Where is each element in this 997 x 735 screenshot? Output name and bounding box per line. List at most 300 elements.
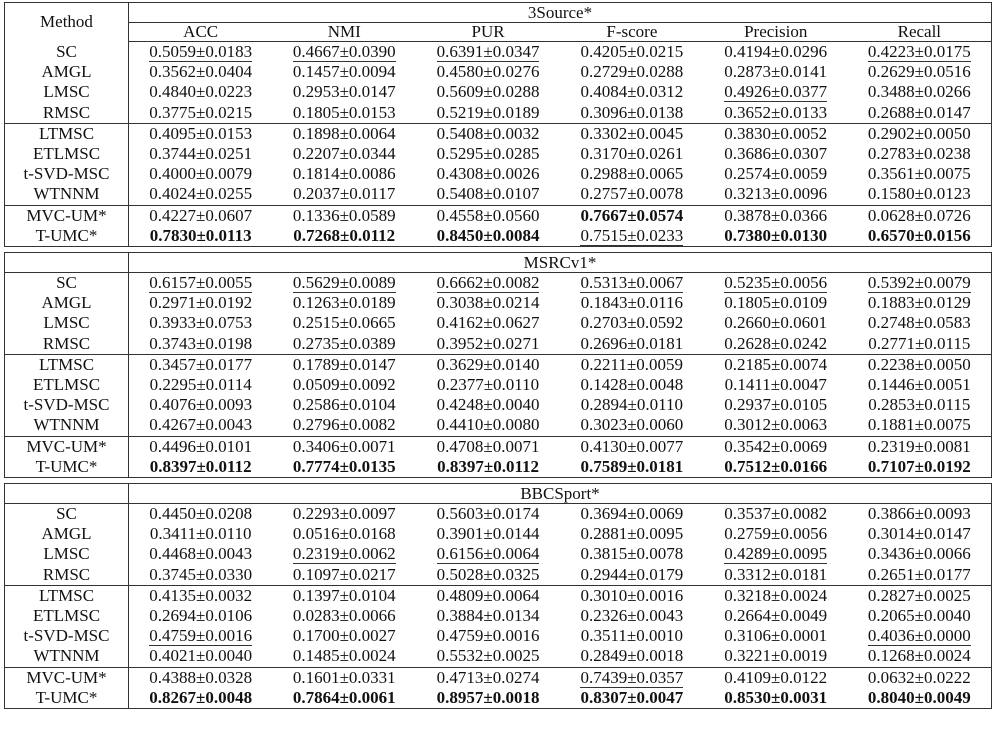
metric-cell bbox=[416, 82, 560, 102]
method-name: ETLMSC bbox=[5, 144, 129, 164]
metric-value: 0.2065±0.0040 bbox=[867, 606, 971, 626]
metric-value: 0.3023±0.0060 bbox=[580, 415, 684, 435]
metric-value: 0.3694±0.0069 bbox=[580, 504, 684, 524]
metric-cell bbox=[129, 667, 273, 688]
metric-cell bbox=[560, 313, 704, 333]
metric-value: 0.8397±0.0112 bbox=[149, 456, 252, 476]
metric-cell bbox=[704, 313, 848, 333]
metric-cell bbox=[129, 375, 273, 395]
metric-cell bbox=[560, 436, 704, 457]
metric-cell bbox=[129, 436, 273, 457]
metric-cell bbox=[848, 585, 992, 606]
table-row bbox=[5, 144, 992, 164]
metric-cell bbox=[416, 524, 560, 544]
method-name: WTNNM bbox=[5, 415, 129, 436]
metric-value: 0.3170±0.0261 bbox=[580, 144, 684, 164]
metric-value: 0.4713±0.0274 bbox=[436, 667, 540, 687]
metric-value: 0.2735±0.0389 bbox=[292, 333, 396, 353]
metric-value: 0.3884±0.0134 bbox=[436, 606, 540, 626]
metric-cell bbox=[272, 415, 416, 436]
metric-cell bbox=[560, 42, 704, 63]
metric-value: 0.1814±0.0086 bbox=[292, 164, 396, 184]
metric-cell bbox=[129, 226, 273, 247]
metric-value: 0.2319±0.0062 bbox=[292, 544, 396, 564]
metric-cell bbox=[129, 144, 273, 164]
metric-cell bbox=[704, 395, 848, 415]
metric-value: 0.2326±0.0043 bbox=[580, 606, 684, 626]
table-row bbox=[5, 103, 992, 124]
metric-value: 0.4580±0.0276 bbox=[436, 62, 540, 82]
metric-value: 0.2796±0.0082 bbox=[292, 415, 396, 435]
metric-value: 0.8957±0.0018 bbox=[436, 687, 540, 707]
metric-value: 0.2771±0.0115 bbox=[868, 333, 971, 353]
metric-cell bbox=[272, 606, 416, 626]
metric-value: 0.2185±0.0074 bbox=[724, 354, 828, 374]
metric-value: 0.5603±0.0174 bbox=[436, 504, 540, 524]
method-name: RMSC bbox=[5, 103, 129, 124]
metric-cell bbox=[416, 354, 560, 375]
metric-cell bbox=[129, 688, 273, 709]
metric-cell bbox=[848, 184, 992, 205]
metric-cell bbox=[560, 646, 704, 667]
metric-value: 0.2207±0.0344 bbox=[292, 144, 396, 164]
metric-value: 0.8307±0.0047 bbox=[580, 687, 684, 707]
method-name: LTMSC bbox=[5, 354, 129, 375]
metric-cell bbox=[704, 103, 848, 124]
metric-cell bbox=[704, 436, 848, 457]
metric-value: 0.5408±0.0107 bbox=[436, 184, 540, 204]
metric-value: 0.4558±0.0560 bbox=[436, 205, 540, 225]
metric-cell bbox=[848, 42, 992, 63]
metric-value: 0.4223±0.0175 bbox=[867, 42, 971, 61]
metric-value: 0.4759±0.0016 bbox=[149, 626, 253, 646]
metric-cell bbox=[560, 585, 704, 606]
metric-value: 0.5532±0.0025 bbox=[436, 646, 540, 666]
metric-cell bbox=[560, 457, 704, 478]
metric-cell bbox=[848, 436, 992, 457]
metric-value: 0.5629±0.0089 bbox=[292, 273, 396, 293]
metric-cell bbox=[272, 626, 416, 646]
metric-cell bbox=[416, 415, 560, 436]
metric-cell bbox=[416, 226, 560, 247]
metric-cell bbox=[704, 544, 848, 564]
metric-value: 0.4084±0.0312 bbox=[580, 82, 684, 102]
table-row bbox=[5, 688, 992, 709]
metric-cell bbox=[272, 42, 416, 63]
metric-cell bbox=[416, 184, 560, 205]
metric-value: 0.4809±0.0064 bbox=[436, 585, 540, 605]
metric-value: 0.3866±0.0093 bbox=[867, 504, 971, 524]
metric-cell bbox=[129, 164, 273, 184]
metric-value: 0.2881±0.0095 bbox=[580, 524, 684, 544]
metric-value: 0.2629±0.0516 bbox=[867, 62, 971, 82]
metric-value: 0.3010±0.0016 bbox=[580, 585, 684, 605]
method-name: WTNNM bbox=[5, 646, 129, 667]
table-row bbox=[5, 62, 992, 82]
metric-cell bbox=[129, 524, 273, 544]
metric-cell bbox=[129, 273, 273, 293]
metric-value: 0.3406±0.0071 bbox=[292, 436, 396, 456]
metric-cell bbox=[129, 82, 273, 102]
metric-value: 0.4496±0.0101 bbox=[149, 436, 253, 456]
table-row bbox=[5, 42, 992, 63]
metric-cell bbox=[704, 226, 848, 247]
column-header-nmi: NMI bbox=[272, 23, 416, 42]
method-name: SC bbox=[5, 42, 129, 63]
table-row bbox=[5, 313, 992, 333]
metric-cell bbox=[704, 667, 848, 688]
metric-value: 0.3815±0.0078 bbox=[580, 544, 684, 564]
metric-cell bbox=[129, 205, 273, 226]
metric-cell bbox=[560, 293, 704, 313]
metric-cell bbox=[704, 334, 848, 355]
metric-value: 0.1097±0.0217 bbox=[292, 564, 396, 584]
metric-value: 0.3218±0.0024 bbox=[724, 585, 828, 605]
metric-cell bbox=[272, 62, 416, 82]
metric-cell bbox=[848, 313, 992, 333]
metric-value: 0.3561±0.0075 bbox=[867, 164, 971, 184]
metric-value: 0.7515±0.0233 bbox=[580, 225, 684, 245]
metric-value: 0.3686±0.0307 bbox=[724, 144, 828, 164]
metric-cell bbox=[416, 565, 560, 586]
method-name: ETLMSC bbox=[5, 375, 129, 395]
metric-value: 0.3744±0.0251 bbox=[149, 144, 253, 164]
dataset-header-row bbox=[5, 484, 992, 504]
metric-value: 0.5408±0.0032 bbox=[436, 123, 540, 143]
metric-value: 0.1428±0.0048 bbox=[580, 375, 684, 395]
metric-cell bbox=[129, 504, 273, 524]
metric-value: 0.8397±0.0112 bbox=[437, 456, 540, 476]
metric-value: 0.3652±0.0133 bbox=[724, 102, 828, 122]
results-table-3source bbox=[4, 2, 992, 247]
metric-value: 0.6157±0.0055 bbox=[149, 273, 253, 293]
metric-cell bbox=[129, 544, 273, 564]
method-name: T-UMC* bbox=[5, 226, 129, 247]
method-name: T-UMC* bbox=[5, 457, 129, 478]
metric-cell bbox=[272, 565, 416, 586]
metric-value: 0.3542±0.0069 bbox=[724, 436, 828, 456]
metric-cell bbox=[560, 123, 704, 144]
metric-cell bbox=[848, 164, 992, 184]
metric-cell bbox=[129, 565, 273, 586]
metric-cell bbox=[704, 42, 848, 63]
metric-cell bbox=[416, 273, 560, 293]
metric-value: 0.4135±0.0032 bbox=[149, 585, 253, 605]
metric-cell bbox=[272, 436, 416, 457]
table-row bbox=[5, 354, 992, 375]
metric-cell bbox=[272, 585, 416, 606]
metric-cell bbox=[560, 544, 704, 564]
method-name: t-SVD-MSC bbox=[5, 395, 129, 415]
table-row bbox=[5, 544, 992, 564]
metric-cell bbox=[416, 42, 560, 63]
column-header-recall: Recall bbox=[848, 23, 992, 42]
metric-value: 0.0628±0.0726 bbox=[867, 205, 971, 225]
metric-value: 0.2211±0.0059 bbox=[580, 354, 683, 374]
table-row bbox=[5, 436, 992, 457]
metric-value: 0.2377±0.0110 bbox=[436, 375, 540, 395]
column-header-acc: ACC bbox=[129, 23, 273, 42]
table-row bbox=[5, 164, 992, 184]
metric-cell bbox=[272, 375, 416, 395]
metric-value: 0.4926±0.0377 bbox=[724, 82, 828, 102]
metric-cell bbox=[704, 565, 848, 586]
metric-value: 0.2953±0.0147 bbox=[292, 82, 396, 102]
metric-value: 0.4162±0.0627 bbox=[436, 313, 540, 333]
metric-value: 0.7380±0.0130 bbox=[724, 225, 828, 245]
metric-cell bbox=[704, 415, 848, 436]
metric-value: 0.3038±0.0214 bbox=[436, 293, 540, 313]
metric-cell bbox=[416, 667, 560, 688]
metric-value: 0.4708±0.0071 bbox=[436, 436, 540, 456]
method-name: SC bbox=[5, 504, 129, 524]
metric-cell bbox=[416, 313, 560, 333]
metric-value: 0.3221±0.0019 bbox=[724, 646, 828, 666]
method-name: WTNNM bbox=[5, 184, 129, 205]
metric-value: 0.2759±0.0056 bbox=[724, 524, 828, 544]
table-row bbox=[5, 667, 992, 688]
metric-cell bbox=[272, 82, 416, 102]
metric-cell bbox=[272, 123, 416, 144]
metric-value: 0.8450±0.0084 bbox=[436, 225, 540, 245]
table-row bbox=[5, 226, 992, 247]
metric-value: 0.2574±0.0059 bbox=[724, 164, 828, 184]
metric-cell bbox=[848, 606, 992, 626]
dataset-name: BBCSport* bbox=[129, 484, 992, 504]
metric-value: 0.3213±0.0096 bbox=[724, 184, 828, 204]
table-row bbox=[5, 524, 992, 544]
metric-value: 0.2586±0.0104 bbox=[292, 395, 396, 415]
table-row bbox=[5, 626, 992, 646]
metric-value: 0.0632±0.0222 bbox=[867, 667, 971, 687]
metric-value: 0.4024±0.0255 bbox=[149, 184, 253, 204]
metric-cell bbox=[848, 457, 992, 478]
metric-cell bbox=[848, 123, 992, 144]
metric-cell bbox=[272, 205, 416, 226]
metric-value: 0.7864±0.0061 bbox=[292, 687, 396, 707]
metric-cell bbox=[272, 524, 416, 544]
metric-cell bbox=[129, 395, 273, 415]
metric-value: 0.4388±0.0328 bbox=[149, 667, 253, 687]
metric-value: 0.2651±0.0177 bbox=[867, 564, 971, 584]
metric-cell bbox=[560, 82, 704, 102]
metric-value: 0.5609±0.0288 bbox=[436, 82, 540, 102]
metric-cell bbox=[848, 293, 992, 313]
metric-value: 0.1881±0.0075 bbox=[867, 415, 971, 435]
metric-value: 0.3014±0.0147 bbox=[867, 524, 971, 544]
metric-value: 0.2937±0.0105 bbox=[724, 395, 828, 415]
metric-cell bbox=[129, 103, 273, 124]
metric-cell bbox=[129, 354, 273, 375]
table-row bbox=[5, 606, 992, 626]
metric-value: 0.8530±0.0031 bbox=[724, 687, 828, 707]
column-header-row bbox=[5, 23, 992, 42]
metric-cell bbox=[560, 667, 704, 688]
metric-cell bbox=[560, 164, 704, 184]
table-row bbox=[5, 334, 992, 355]
metric-cell bbox=[704, 273, 848, 293]
metric-value: 0.2902±0.0050 bbox=[867, 123, 971, 143]
method-name: T-UMC* bbox=[5, 688, 129, 709]
metric-cell bbox=[560, 524, 704, 544]
metric-cell bbox=[416, 688, 560, 709]
metric-value: 0.2873±0.0141 bbox=[724, 62, 828, 82]
metric-cell bbox=[272, 103, 416, 124]
metric-cell bbox=[704, 123, 848, 144]
metric-cell bbox=[848, 415, 992, 436]
metric-value: 0.8267±0.0048 bbox=[149, 687, 253, 707]
metric-value: 0.1898±0.0064 bbox=[292, 123, 396, 143]
method-name: ETLMSC bbox=[5, 606, 129, 626]
metric-cell bbox=[272, 646, 416, 667]
metric-value: 0.4205±0.0215 bbox=[580, 42, 684, 61]
metric-value: 0.5392±0.0079 bbox=[867, 273, 971, 293]
method-name: AMGL bbox=[5, 524, 129, 544]
metric-cell bbox=[272, 544, 416, 564]
metric-cell bbox=[704, 164, 848, 184]
metric-cell bbox=[560, 205, 704, 226]
metric-cell bbox=[272, 144, 416, 164]
metric-cell bbox=[704, 293, 848, 313]
method-name: RMSC bbox=[5, 565, 129, 586]
metric-cell bbox=[416, 395, 560, 415]
table-row bbox=[5, 123, 992, 144]
metric-cell bbox=[416, 205, 560, 226]
metric-value: 0.1268±0.0024 bbox=[867, 646, 971, 666]
metric-value: 0.3012±0.0063 bbox=[724, 415, 828, 435]
metric-value: 0.2853±0.0115 bbox=[868, 395, 971, 415]
metric-cell bbox=[272, 504, 416, 524]
metric-cell bbox=[848, 205, 992, 226]
metric-value: 0.7667±0.0574 bbox=[580, 205, 684, 225]
metric-cell bbox=[704, 62, 848, 82]
metric-cell bbox=[272, 273, 416, 293]
metric-value: 0.4076±0.0093 bbox=[149, 395, 253, 415]
metric-cell bbox=[704, 82, 848, 102]
metric-value: 0.6662±0.0082 bbox=[436, 273, 540, 293]
metric-value: 0.2037±0.0117 bbox=[293, 184, 396, 204]
metric-value: 0.2295±0.0114 bbox=[149, 375, 252, 395]
metric-value: 0.2703±0.0592 bbox=[580, 313, 684, 333]
table-row bbox=[5, 375, 992, 395]
metric-value: 0.7830±0.0113 bbox=[149, 225, 252, 245]
metric-cell bbox=[704, 457, 848, 478]
metric-value: 0.2783±0.0238 bbox=[867, 144, 971, 164]
column-header-precision: Precision bbox=[704, 23, 848, 42]
metric-cell bbox=[129, 62, 273, 82]
metric-cell bbox=[416, 123, 560, 144]
column-header-pur: PUR bbox=[416, 23, 560, 42]
metric-cell bbox=[848, 395, 992, 415]
metric-cell bbox=[416, 62, 560, 82]
metric-cell bbox=[272, 313, 416, 333]
metric-cell bbox=[272, 667, 416, 688]
method-header: Method bbox=[5, 3, 129, 42]
method-header bbox=[5, 253, 129, 273]
metric-cell bbox=[416, 606, 560, 626]
dataset-name: MSRCv1* bbox=[129, 253, 992, 273]
metric-cell bbox=[704, 524, 848, 544]
metric-cell bbox=[848, 273, 992, 293]
metric-value: 0.4840±0.0223 bbox=[149, 82, 253, 102]
metric-value: 0.1843±0.0116 bbox=[580, 293, 683, 313]
metric-value: 0.1397±0.0104 bbox=[292, 585, 396, 605]
metric-cell bbox=[704, 184, 848, 205]
metric-value: 0.4468±0.0043 bbox=[149, 544, 253, 564]
metric-value: 0.2660±0.0601 bbox=[724, 313, 828, 333]
metric-cell bbox=[272, 184, 416, 205]
metric-value: 0.2688±0.0147 bbox=[867, 102, 971, 122]
method-header bbox=[5, 484, 129, 504]
metric-cell bbox=[704, 646, 848, 667]
metric-value: 0.1411±0.0047 bbox=[724, 375, 827, 395]
metric-value: 0.3629±0.0140 bbox=[436, 354, 540, 374]
table-row bbox=[5, 82, 992, 102]
metric-value: 0.7107±0.0192 bbox=[867, 456, 971, 476]
metric-cell bbox=[704, 375, 848, 395]
metric-cell bbox=[560, 62, 704, 82]
metric-value: 0.7268±0.0112 bbox=[293, 225, 396, 245]
metric-value: 0.3312±0.0181 bbox=[724, 564, 828, 584]
method-name: t-SVD-MSC bbox=[5, 626, 129, 646]
metric-cell bbox=[560, 415, 704, 436]
metric-cell bbox=[272, 395, 416, 415]
method-name: LTMSC bbox=[5, 585, 129, 606]
metric-value: 0.1805±0.0109 bbox=[724, 293, 828, 313]
metric-cell bbox=[416, 585, 560, 606]
metric-value: 0.1336±0.0589 bbox=[292, 205, 396, 225]
metric-value: 0.1580±0.0123 bbox=[867, 184, 971, 204]
table-row bbox=[5, 646, 992, 667]
metric-value: 0.8040±0.0049 bbox=[867, 687, 971, 707]
metric-cell bbox=[848, 334, 992, 355]
metric-cell bbox=[129, 457, 273, 478]
metric-cell bbox=[560, 184, 704, 205]
metric-cell bbox=[416, 293, 560, 313]
metric-cell bbox=[416, 646, 560, 667]
metric-value: 0.3830±0.0052 bbox=[724, 123, 828, 143]
method-name: MVC-UM* bbox=[5, 667, 129, 688]
metric-value: 0.3775±0.0215 bbox=[149, 102, 253, 122]
metric-cell bbox=[129, 606, 273, 626]
metric-cell bbox=[129, 646, 273, 667]
metric-value: 0.3411±0.0110 bbox=[149, 524, 252, 544]
metric-value: 0.3488±0.0266 bbox=[867, 82, 971, 102]
metric-value: 0.3457±0.0177 bbox=[149, 354, 253, 374]
metric-cell bbox=[848, 226, 992, 247]
metric-cell bbox=[704, 504, 848, 524]
metric-cell bbox=[848, 646, 992, 667]
metric-value: 0.4036±0.0000 bbox=[867, 626, 971, 646]
method-name: RMSC bbox=[5, 334, 129, 355]
table-row bbox=[5, 415, 992, 436]
metric-cell bbox=[129, 334, 273, 355]
metric-cell bbox=[416, 504, 560, 524]
metric-value: 0.2515±0.0665 bbox=[292, 313, 396, 333]
metric-value: 0.4410±0.0080 bbox=[436, 415, 540, 435]
metric-cell bbox=[848, 62, 992, 82]
metric-value: 0.2694±0.0106 bbox=[149, 606, 253, 626]
metric-cell bbox=[416, 164, 560, 184]
metric-value: 0.5235±0.0056 bbox=[724, 273, 828, 293]
metric-value: 0.5313±0.0067 bbox=[580, 273, 684, 293]
metric-value: 0.3745±0.0330 bbox=[149, 564, 253, 584]
method-name: LMSC bbox=[5, 313, 129, 333]
metric-cell bbox=[560, 226, 704, 247]
table-row bbox=[5, 565, 992, 586]
metric-cell bbox=[416, 626, 560, 646]
metric-value: 0.3106±0.0001 bbox=[724, 626, 828, 646]
